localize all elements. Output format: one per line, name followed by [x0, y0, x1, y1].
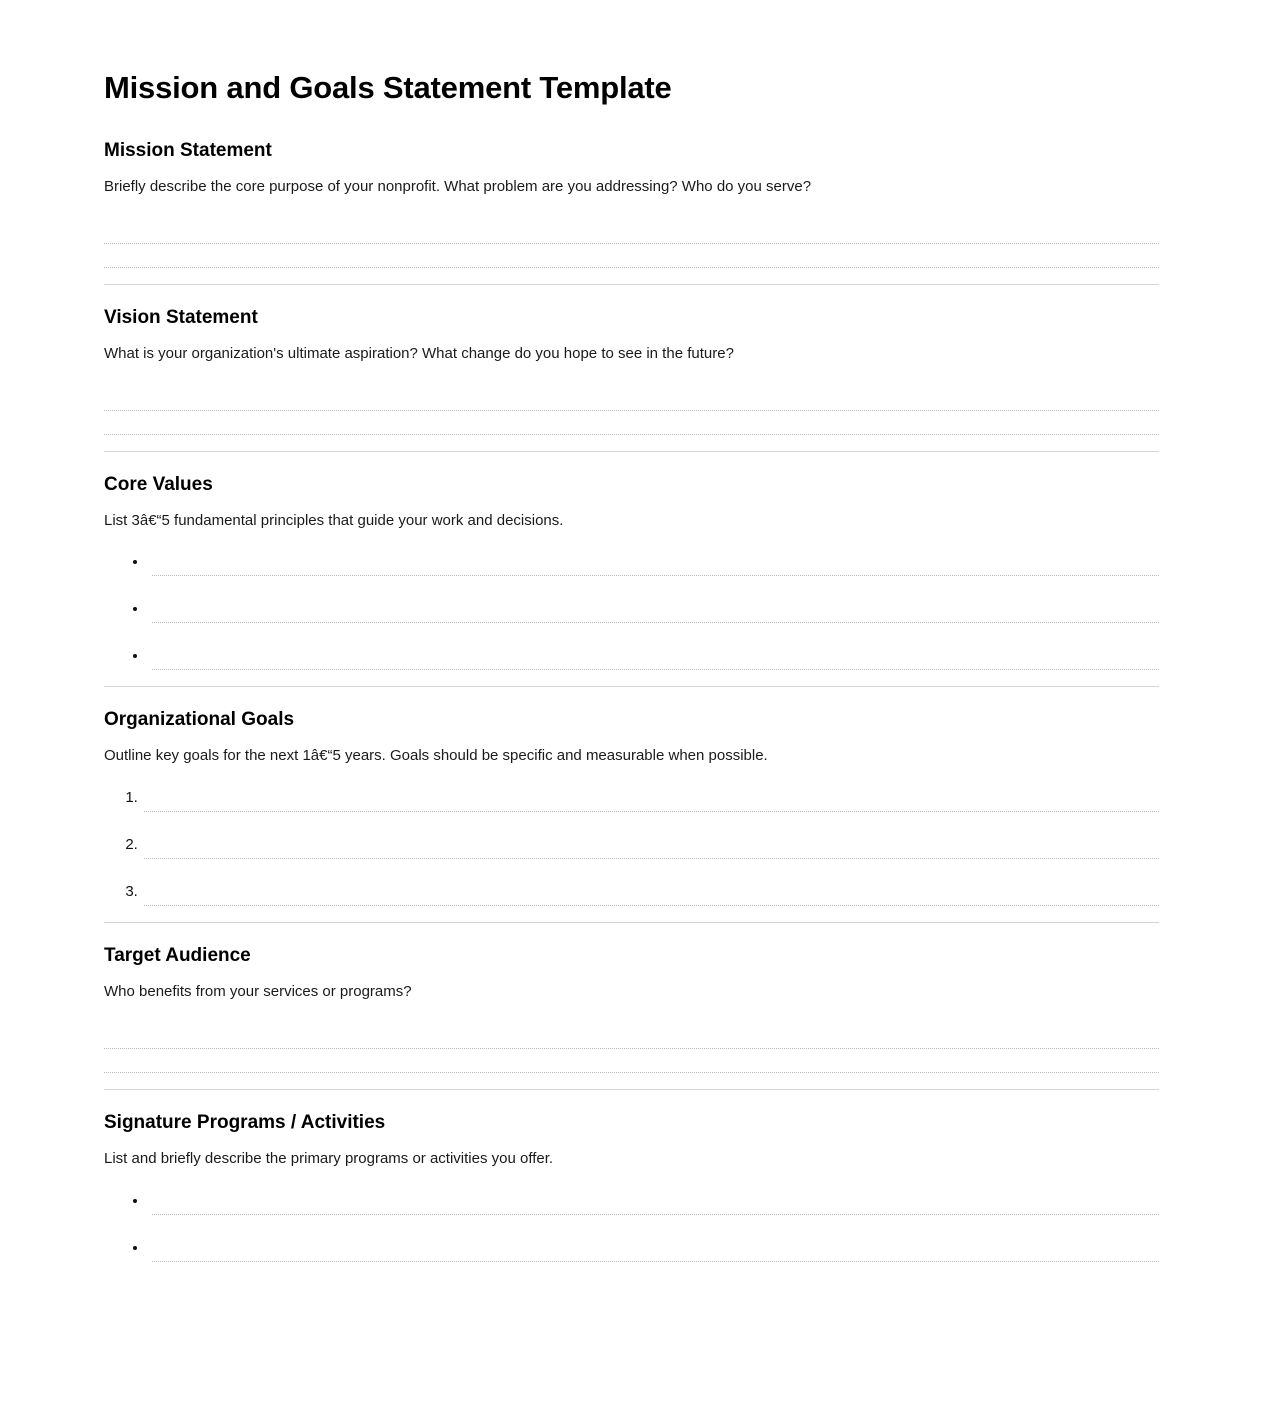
list-item[interactable]	[142, 836, 1159, 859]
organizational-goals-list	[104, 789, 1159, 906]
list-item[interactable]	[148, 647, 1159, 670]
section-description: List and briefly describe the primary programs or activities you offer.	[104, 1149, 554, 1167]
section-heading: Core Values	[104, 473, 213, 495]
section-core-values	[104, 474, 1159, 688]
section-organizational-goals	[104, 709, 1159, 923]
fill-in-line[interactable]	[104, 220, 1159, 244]
fill-in-line[interactable]	[104, 1025, 1159, 1049]
section-target-audience	[104, 945, 1159, 1090]
section-description: Who benefits from your services or programs?	[104, 983, 412, 1000]
core-values-list	[104, 553, 1159, 670]
list-item[interactable]	[148, 1239, 1159, 1262]
section-divider	[104, 284, 1159, 285]
section-heading: Target Audience	[104, 945, 251, 966]
fill-in-line[interactable]	[152, 1239, 1159, 1262]
section-heading: Vision Statement	[104, 306, 258, 328]
list-item[interactable]	[148, 1192, 1159, 1215]
fill-in-line[interactable]	[104, 387, 1159, 411]
section-heading: Mission Statement	[104, 140, 272, 161]
section-vision-statement	[104, 307, 1159, 452]
section-description: Briefly describe the core purpose of your nonprofit. What problem are you addressing? Who do you serve?	[104, 178, 812, 195]
fill-in-line[interactable]	[144, 883, 1159, 906]
section-divider	[104, 1089, 1159, 1090]
fill-in-line[interactable]	[104, 244, 1159, 268]
list-item[interactable]	[148, 553, 1159, 576]
fill-in-line[interactable]	[104, 411, 1159, 435]
section-heading: Organizational Goals	[104, 709, 295, 731]
section-mission-statement	[104, 140, 1159, 285]
section-heading: Signature Programs / Activities	[104, 1111, 386, 1133]
fill-in-line[interactable]	[152, 1192, 1159, 1215]
fill-in-line[interactable]	[152, 647, 1159, 670]
page-title: Mission and Goals Statement Template	[104, 70, 672, 105]
section-description: List 3â€“5 fundamental principles that guide your work and decisions.	[104, 511, 564, 529]
fill-in-line[interactable]	[104, 1049, 1159, 1073]
list-item[interactable]	[142, 883, 1159, 906]
list-item[interactable]	[142, 789, 1159, 812]
section-signature-programs	[104, 1112, 1159, 1262]
section-divider	[104, 451, 1159, 452]
section-divider	[104, 686, 1159, 687]
section-divider	[104, 922, 1159, 923]
signature-programs-list	[104, 1192, 1159, 1262]
fill-in-line[interactable]	[152, 600, 1159, 623]
section-description: Outline key goals for the next 1â€“5 years. Goals should be specific and measurable when possible.	[104, 747, 768, 765]
section-description: What is your organization's ultimate aspiration? What change do you hope to see in the future?	[104, 344, 734, 362]
fill-in-line[interactable]	[144, 836, 1159, 859]
fill-in-line[interactable]	[152, 553, 1159, 576]
list-item[interactable]	[148, 600, 1159, 623]
fill-in-line[interactable]	[144, 789, 1159, 812]
